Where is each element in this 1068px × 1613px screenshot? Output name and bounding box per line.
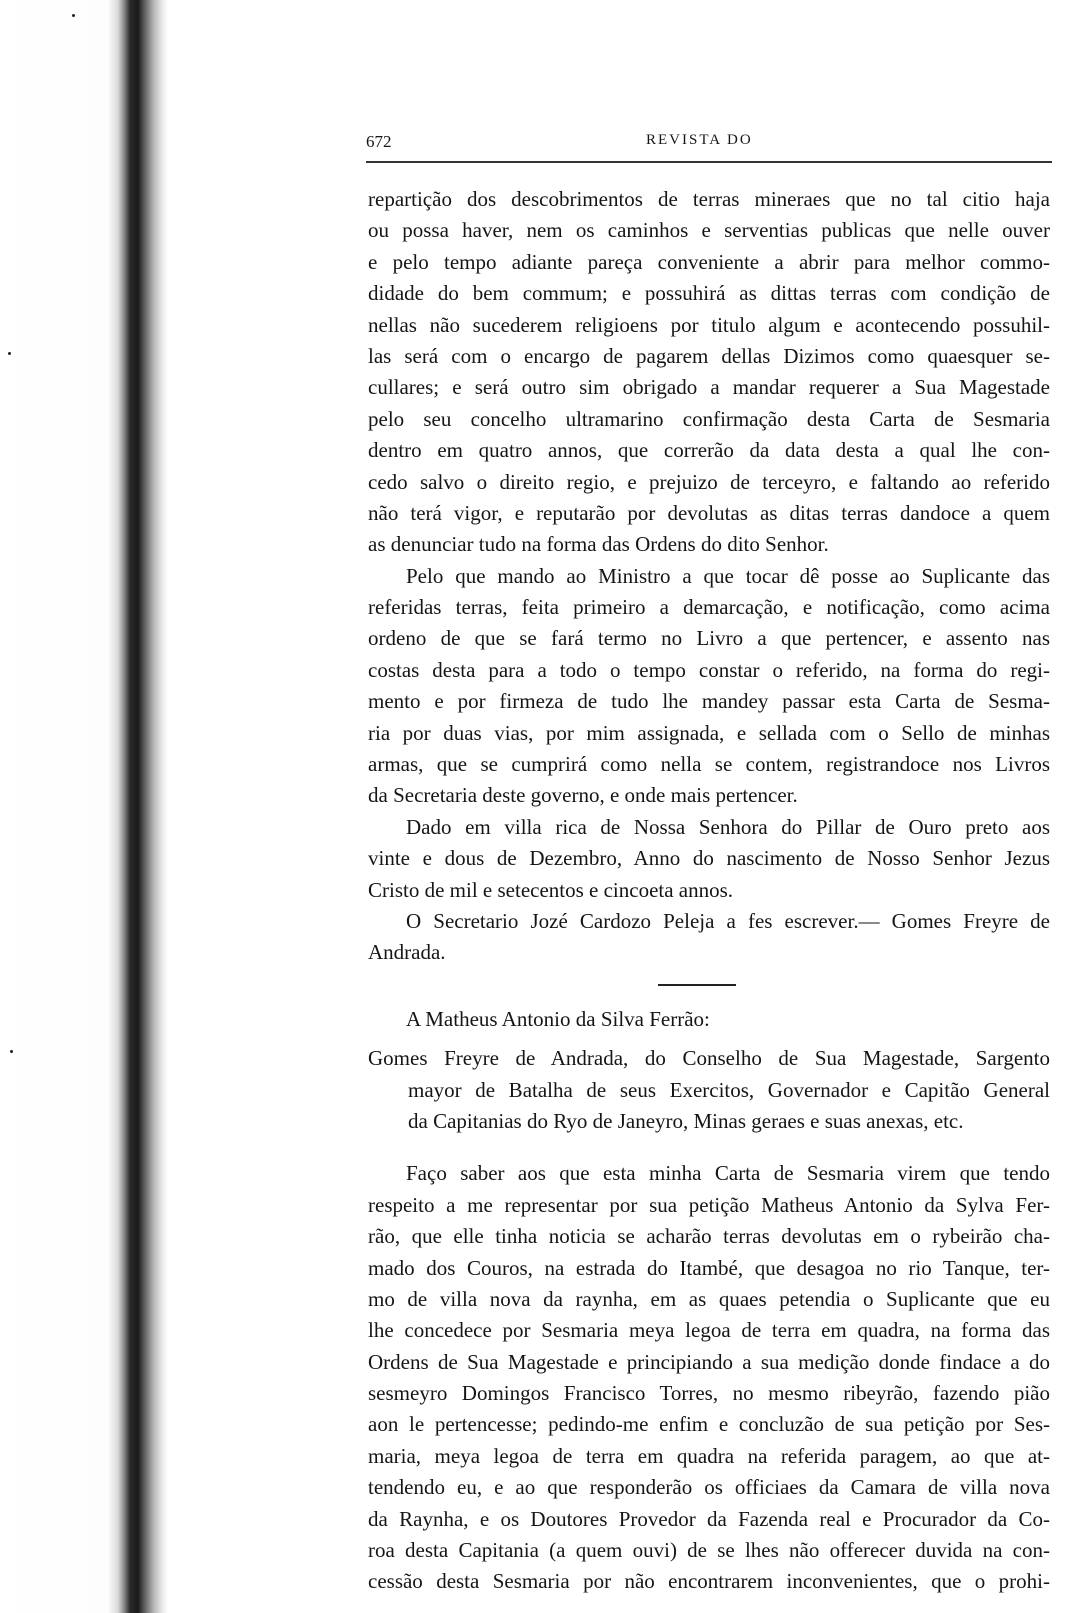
text-line: rão, que elle tinha noticia se acharão terras devolutas em o rybeirão cha-	[368, 1224, 1050, 1249]
text-line: Gomes Freyre de Andrada, do Conselho de Sua Magestade, Sargento	[368, 1046, 1050, 1071]
text-line: maria, meya legoa de terra em quadra na referida paragem, ao que at-	[368, 1443, 1050, 1468]
section-divider	[658, 984, 736, 986]
text-line: didade do bem commum; e possuhirá as dittas terras com condição de	[368, 281, 1050, 306]
text-line: repartição dos descobrimentos de terras mineraes que no tal citio haja	[368, 187, 1050, 211]
scan-speck	[10, 1050, 13, 1053]
page-body	[368, 184, 1050, 1598]
text-line: da Secretaria deste governo, e onde mais pertencer.	[368, 783, 798, 808]
text-line: da Capitanias do Ryo de Janeyro, Minas geraes e suas anexas, etc.	[408, 1108, 964, 1133]
book-gutter-shadow	[0, 0, 168, 1613]
paragraph	[368, 1158, 1050, 1597]
text-line: referidas terras, feita primeiro a demarcação, e notificação, como acima	[368, 595, 1050, 620]
paragraph	[368, 184, 1050, 561]
text-line: mado dos Couros, na estrada do Itambé, que desagoa no rio Tanque, ter-	[368, 1255, 1050, 1280]
text-line: Faço saber aos que esta minha Carta de Sesmaria virem que tendo	[406, 1161, 1050, 1186]
text-line: mayor de Batalha de seus Exercitos, Governador e Capitão General	[408, 1077, 1050, 1102]
text-line: ria por duas vias, por mim assignada, e sellada com o Sello de minhas	[368, 720, 1050, 745]
text-line: costas desta para a todo o tempo constar o referido, na forma do regi-	[368, 657, 1050, 682]
running-head: REVISTA DO	[646, 132, 753, 148]
text-line: Pelo que mando ao Ministro a que tocar dê posse ao Suplicante das	[406, 563, 1050, 588]
text-line: roa desta Capitania (a quem ouvi) de se lhes não offerecer duvida na con-	[368, 1538, 1050, 1563]
text-line: cedo salvo o direito regio, e prejuizo de terceyro, e faltando ao referido	[368, 469, 1050, 494]
text-line: Dado em villa rica de Nossa Senhora do Pillar de Ouro preto aos	[406, 814, 1050, 839]
text-line: mento e por firmeza de tudo lhe mandey passar esta Carta de Sesma-	[368, 689, 1050, 714]
text-line: não terá vigor, e reputarão por devolutas as ditas terras dandoce a quem	[368, 500, 1050, 525]
header-rule	[366, 161, 1052, 163]
text-line: armas, que se cumprirá como nella se contem, registrandoce nos Livros	[368, 752, 1050, 777]
text-line: e pelo tempo adiante pareça conveniente a abrir para melhor commo-	[368, 249, 1050, 274]
text-line: pelo seu concelho ultramarino confirmação desta Carta de Sesmaria	[368, 406, 1050, 431]
page-number: 672	[366, 132, 392, 151]
text-line: da Raynha, e os Doutores Provedor da Fazenda real e Procurador da Co-	[368, 1506, 1050, 1531]
text-line: sesmeyro Domingos Francisco Torres, no mesmo ribeyrão, fazendo pião	[368, 1381, 1050, 1406]
scan-speck	[8, 352, 11, 355]
text-line: Ordens de Sua Magestade e principiando a sua medição donde findace a do	[368, 1349, 1050, 1374]
text-line: vinte e dous de Dezembro, Anno do nascimento de Nosso Senhor Jezus	[368, 846, 1050, 871]
text-line: ou possa haver, nem os caminhos e serventias publicas que nelle ouver	[368, 218, 1050, 243]
section-title: A Matheus Antonio da Silva Ferrão:	[406, 1006, 710, 1031]
text-line: tendendo eu, e ao que responderão os officiaes da Camara de villa nova	[368, 1475, 1050, 1500]
scan-speck	[72, 14, 75, 17]
paragraph	[368, 812, 1050, 906]
text-line: ordeno de que se fará termo no Livro a que pertencer, e assento nas	[368, 626, 1050, 651]
text-line: aon le pertencesse; pedindo-me enfim e concluzão de sua petição por Ses-	[368, 1412, 1050, 1437]
text-line: O Secretario Jozé Cardozo Peleja a fes escrever.— Gomes Freyre de	[406, 908, 1050, 933]
text-line: Cristo de mil e setecentos e cincoeta annos.	[368, 877, 734, 902]
text-line: las será com o encargo de pagarem dellas Dizimos como quaesquer se-	[368, 343, 1050, 368]
paragraph	[368, 906, 1050, 969]
text-line: nellas não sucederem religioens por titulo algum e acontecendo possuhil-	[368, 312, 1050, 337]
text-line: respeito a me representar por sua petição Matheus Antonio da Sylva Fer-	[368, 1192, 1050, 1217]
text-line: cullares; e será outro sim obrigado a mandar requerer a Sua Magestade	[368, 375, 1050, 400]
page-header	[366, 132, 1052, 156]
grantor-title	[368, 1043, 1050, 1137]
text-line: as denunciar tudo na forma das Ordens do dito Senhor.	[368, 532, 829, 557]
text-line: lhe concedece por Sesmaria meya legoa de terra em quadra, na forma das	[368, 1318, 1050, 1343]
text-line: Andrada.	[368, 940, 446, 965]
text-line: cessão desta Sesmaria por não encontrarem inconvenientes, que o prohi-	[368, 1569, 1050, 1594]
text-line: dentro em quatro annos, que correrão da data desta a qual lhe con-	[368, 438, 1050, 463]
text-line: mo de villa nova da raynha, em as quaes petendia o Suplicante que eu	[368, 1286, 1050, 1311]
paragraph	[368, 561, 1050, 812]
